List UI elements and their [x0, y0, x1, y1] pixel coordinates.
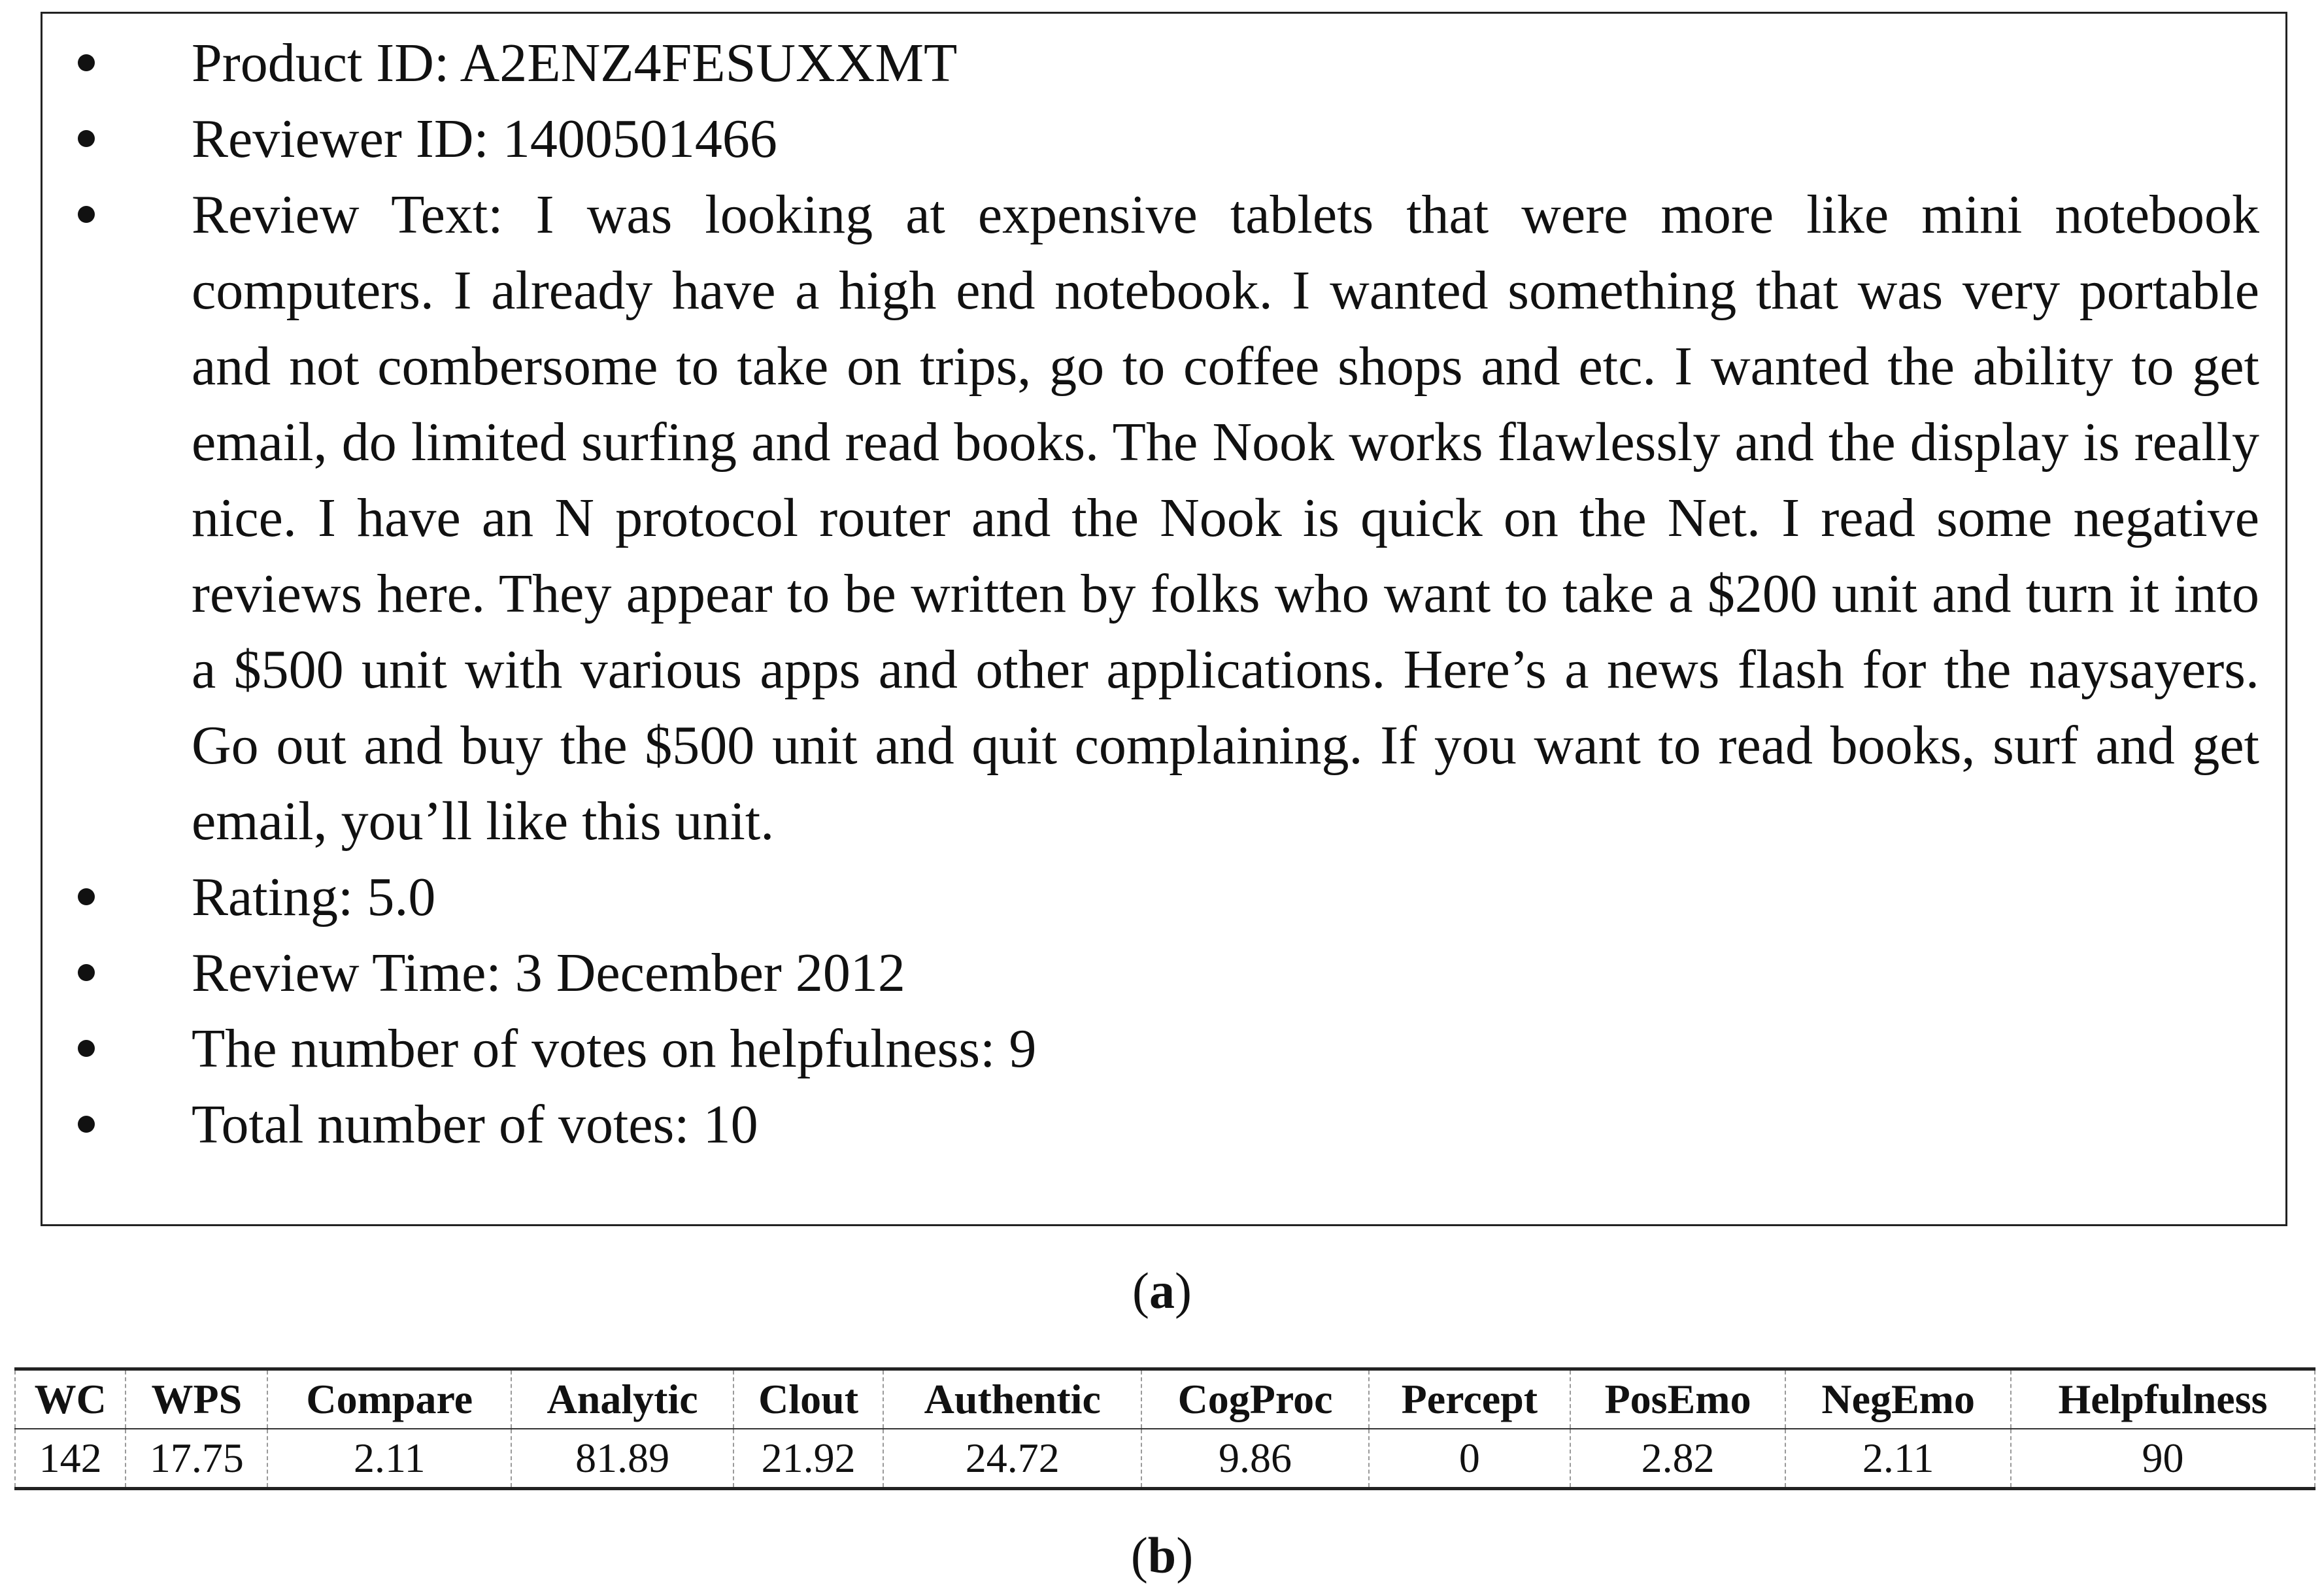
table-cell: 2.82 [1570, 1429, 1786, 1489]
column-header: Clout [733, 1369, 883, 1429]
review-details-list [42, 25, 2285, 1163]
table-cell: 90 [2011, 1429, 2315, 1489]
bullet-icon [78, 1040, 95, 1057]
panel-b-caption [0, 1526, 2324, 1585]
column-header: NegEmo [1785, 1369, 2011, 1429]
feature-table [14, 1367, 2316, 1490]
table-cell: 17.75 [126, 1429, 267, 1489]
reviewer-id-text: Reviewer ID: 1400501466 [192, 108, 777, 169]
column-header: PosEmo [1570, 1369, 1786, 1429]
bullet-icon [78, 1116, 95, 1133]
column-header: Percept [1369, 1369, 1570, 1429]
column-header: WC [15, 1369, 126, 1429]
review-details-box [41, 12, 2287, 1226]
column-header: CogProc [1141, 1369, 1369, 1429]
caption-letter: b [1147, 1527, 1177, 1584]
helpful-votes-text: The number of votes on helpfulness: 9 [192, 1018, 1037, 1079]
table-cell: 21.92 [733, 1429, 883, 1489]
table-cell: 9.86 [1141, 1429, 1369, 1489]
list-item-rating [42, 859, 2285, 935]
list-item-review-text [42, 177, 2285, 859]
caption-open-paren: ( [1130, 1527, 1148, 1584]
table-cell: 2.11 [267, 1429, 511, 1489]
list-item-review-time [42, 935, 2285, 1011]
panel-a-caption [0, 1261, 2324, 1320]
list-item-total-votes [42, 1087, 2285, 1163]
bullet-icon [78, 206, 95, 223]
bullet-icon [78, 888, 95, 905]
feature-table-container [14, 1367, 2316, 1490]
column-header: Analytic [511, 1369, 733, 1429]
rating-text: Rating: 5.0 [192, 867, 436, 927]
table-cell: 142 [15, 1429, 126, 1489]
review-time-text: Review Time: 3 December 2012 [192, 943, 905, 1003]
table-cell: 81.89 [511, 1429, 733, 1489]
bullet-icon [78, 54, 95, 71]
caption-open-paren: ( [1132, 1262, 1149, 1319]
caption-close-paren: ) [1175, 1262, 1192, 1319]
product-id-text: Product ID: A2ENZ4FESUXXMT [192, 33, 958, 93]
table-cell: 24.72 [883, 1429, 1141, 1489]
table-cell: 2.11 [1785, 1429, 2011, 1489]
table-cell: 0 [1369, 1429, 1570, 1489]
table-row [15, 1429, 2315, 1489]
column-header: Helpfulness [2011, 1369, 2315, 1429]
list-item-reviewer-id [42, 101, 2285, 177]
list-item-product-id [42, 25, 2285, 101]
column-header: Authentic [883, 1369, 1141, 1429]
column-header: Compare [267, 1369, 511, 1429]
column-header: WPS [126, 1369, 267, 1429]
bullet-icon [78, 964, 95, 981]
caption-close-paren: ) [1176, 1527, 1194, 1584]
caption-letter: a [1149, 1262, 1175, 1319]
table-header-row [15, 1369, 2315, 1429]
list-item-helpful-votes [42, 1011, 2285, 1087]
bullet-icon [78, 130, 95, 147]
total-votes-text: Total number of votes: 10 [192, 1094, 758, 1155]
review-text: Review Text: I was looking at expensive tablets that were more like mini notebook computers. I already have a high end notebook. I wanted something that was very portable and not combersome to take on trips, go to coffee shops and etc. I wanted the ability to get email, do limited surfing and read books. The Nook works flawlessly and the display is really nice. I have an N protocol router and the Nook is quick on the Net. I read some negative reviews here. They appear to be written by folks who want to take a $200 unit and turn it into a $500 unit with various apps and other applications. Here’s a news flash for the naysayers. Go out and buy the $500 unit and quit complaining. If you want to read books, surf and get email, you’ll like this unit. [192, 184, 2259, 852]
